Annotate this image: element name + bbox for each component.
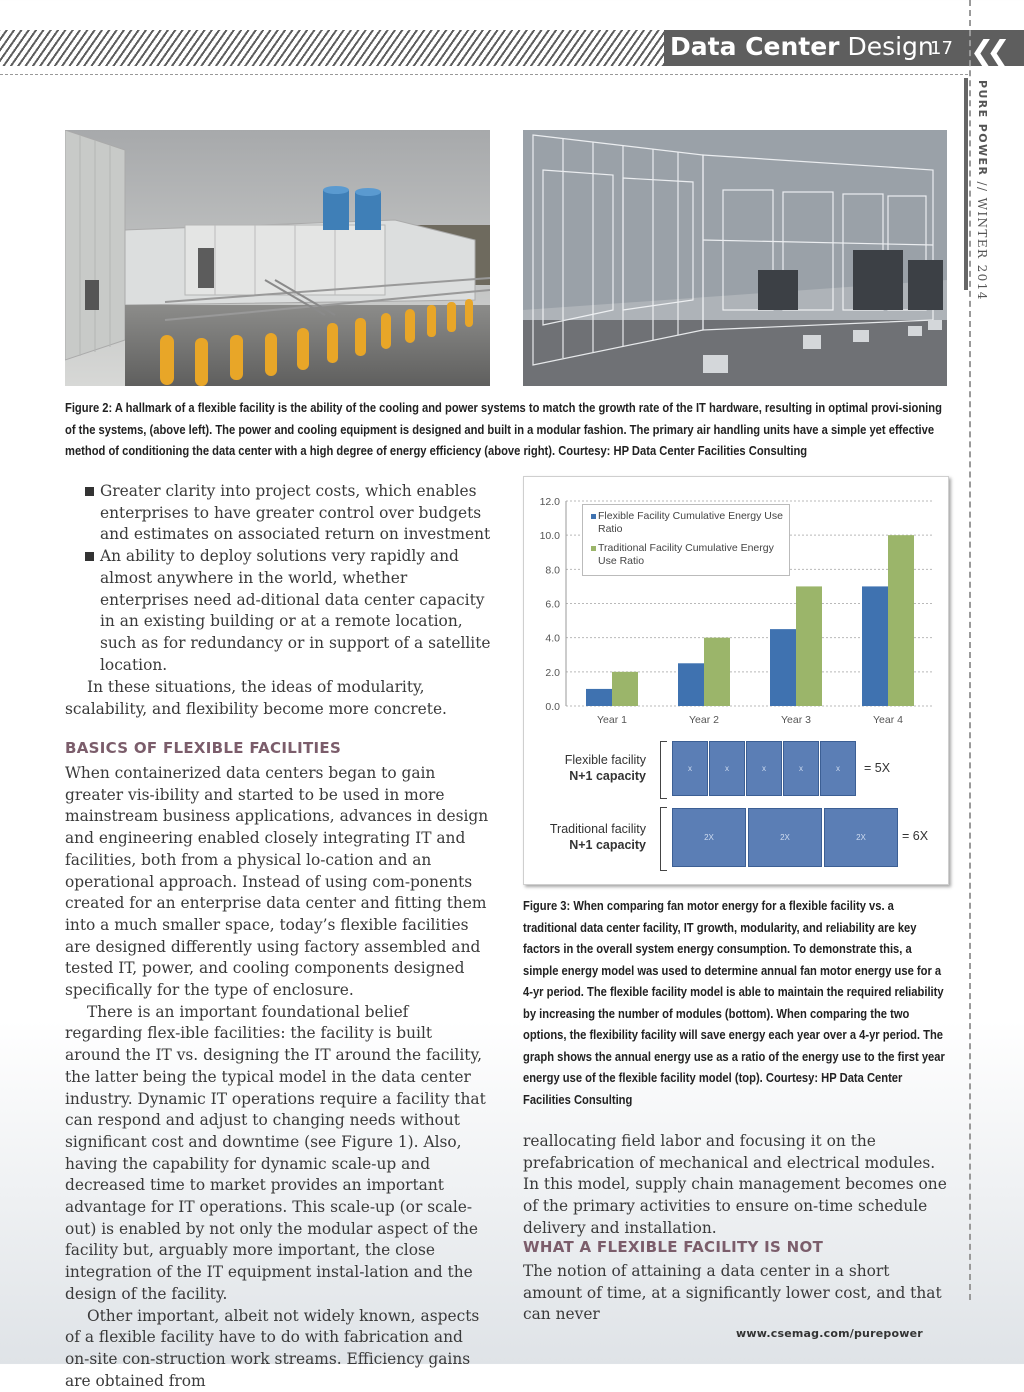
legend-item-traditional bbox=[591, 542, 788, 568]
side-running-title bbox=[975, 80, 989, 301]
figure-2-caption: Figure 2: A hallmark of a flexible facility is the ability of the cooling and power systems to match the growth rate of the IT hardware, resulting in optimal provi-sioning of the systems, (above left). The power and cooling equipment is designed and built in a modular fashion. The primary air handling units have a simple yet effective method of conditioning the data center with a high degree of energy efficiency (above right). Courtesy: HP Data Center Facilities Consulting bbox=[65, 400, 942, 458]
bar-traditional bbox=[704, 638, 730, 706]
legend-label-flexible: Flexible Facility Cumulative Energy Use Ratio bbox=[598, 510, 783, 535]
flexible-facility-label bbox=[544, 752, 646, 784]
flexible-module: x bbox=[672, 741, 708, 796]
legend-label-traditional: Traditional Facility Cumulative Energy Use Ratio bbox=[598, 542, 774, 567]
section-title-bold: Data Center bbox=[670, 32, 840, 61]
paragraph: When containerized data centers began to gain greater vis-ibility and started to be used in more mainstream business applications, advances in design and engineering enabled closely integrating IT and facilities, both from a physical lo-cation and an operational approach. Instead of using com-ponents created for an enterprise data center and fitting them into a much smaller space, today’s flexible facilities are designed differently using factory assembled and tested IT, power, and cooling components designed specifically for the type of enclosure. bbox=[65, 764, 489, 1000]
traditional-module: 2X bbox=[748, 808, 822, 867]
flexible-bracket bbox=[660, 741, 667, 799]
y-tick-label: 8.0 bbox=[545, 564, 560, 577]
x-tick-label: Year 2 bbox=[689, 714, 719, 726]
flexible-module: x bbox=[783, 741, 819, 796]
y-tick-label: 10.0 bbox=[539, 530, 560, 543]
bar-traditional bbox=[796, 586, 822, 706]
footer-url: www.csemag.com/purepower bbox=[736, 1327, 923, 1340]
x-tick-label: Year 4 bbox=[873, 714, 903, 726]
double-chevron-left-icon[interactable]: ❮❮ bbox=[970, 34, 1003, 68]
y-tick-label: 4.0 bbox=[545, 632, 560, 645]
figure-3-panel bbox=[523, 476, 949, 885]
page-number: 17 bbox=[930, 38, 953, 59]
header-hatch-band bbox=[0, 30, 664, 66]
y-tick-label: 12.0 bbox=[539, 496, 560, 508]
x-tick-label: Year 1 bbox=[597, 714, 627, 726]
traditional-facility-label bbox=[526, 821, 646, 853]
traditional-bracket bbox=[660, 807, 667, 871]
bullet-text: Greater clarity into project costs, which enables enterprises to have greater control over budgets and estimates on associated return on investment bbox=[100, 482, 491, 544]
paragraph-situations: In these situations, the ideas of modularity, scalability, and flexibility become more concrete. bbox=[65, 678, 447, 718]
bar-traditional bbox=[888, 535, 914, 706]
bar-flexible bbox=[586, 689, 612, 706]
paragraph: There is an important foundational belief regarding flex-ible facilities: the facility is built around the IT vs. designing the IT around the facility, the latter being the typical model in the data center industry. Dynamic IT operations require a facility that can respond and adjust to changing needs without significant cost and downtime (see Figure 1). Also, having the capability for dynamic scale-up and decreased time to market provides an important advantage for IT operations. This scale-up (or scale-out) is enabled by not only the modular aspect of the facility but, arguably more important, the close integration of the IT equipment instal-lation and the design of the facility. bbox=[65, 1002, 486, 1303]
section-title bbox=[670, 32, 934, 61]
header-divider bbox=[0, 74, 968, 75]
legend-swatch-traditional bbox=[591, 546, 596, 551]
flexible-facility-title: Flexible facility bbox=[564, 753, 646, 767]
bullet-text: An ability to deploy solutions very rapidly and almost anywhere in the world, whether enterprises need ad-ditional data center capacity in an existing building or at a remote location, such as for redundancy or in support of a satellite location. bbox=[100, 547, 491, 674]
flexible-capacity-text: N+1 capacity bbox=[569, 769, 646, 783]
paragraph: Other important, albeit not widely known, aspects of a flexible facility have to do with fabrication and on-site con-struction work streams. Efficiency gains are obtained from bbox=[65, 1306, 480, 1390]
traditional-capacity-label bbox=[526, 837, 646, 853]
flexible-module: x bbox=[746, 741, 782, 796]
x-tick-label: Year 3 bbox=[781, 714, 811, 726]
legend-swatch-flexible bbox=[591, 514, 596, 519]
y-tick-label: 2.0 bbox=[545, 666, 560, 679]
bar-flexible bbox=[678, 663, 704, 706]
side-issue: // WINTER 2014 bbox=[975, 176, 989, 301]
left-column-body bbox=[65, 763, 490, 1392]
chart-legend bbox=[582, 504, 790, 576]
bar-traditional bbox=[612, 672, 638, 706]
margin-divider bbox=[969, 0, 971, 1300]
bullet-square-icon bbox=[85, 552, 94, 561]
traditional-facility-title: Traditional facility bbox=[549, 822, 646, 836]
y-tick-label: 0.0 bbox=[545, 701, 560, 713]
photo-modular-equipment bbox=[65, 130, 490, 386]
flexible-total: = 5X bbox=[864, 761, 891, 775]
traditional-module: 2X bbox=[672, 808, 746, 867]
side-tab-marker bbox=[964, 78, 968, 290]
legend-item-flexible bbox=[591, 510, 788, 536]
side-publication: PURE POWER bbox=[976, 80, 989, 177]
bullet-square-icon bbox=[85, 487, 94, 496]
list-item bbox=[85, 481, 495, 546]
section-title-light: Design bbox=[847, 32, 934, 61]
traditional-total: = 6X bbox=[902, 829, 929, 843]
flexible-module: x bbox=[709, 741, 745, 796]
photo-wireframe-air-handlers bbox=[523, 130, 947, 386]
bullet-list bbox=[85, 481, 495, 676]
heading-basics-flexible-facilities: BASICS OF FLEXIBLE FACILITIES bbox=[65, 739, 342, 757]
heading-what-flexible-facility-is-not: WHAT A FLEXIBLE FACILITY IS NOT bbox=[523, 1238, 824, 1256]
y-tick-label: 6.0 bbox=[545, 598, 560, 611]
paragraph-notion: The notion of attaining a data center in a short amount of time, at a significantly lower cost, and that can never bbox=[523, 1262, 942, 1324]
bar-flexible bbox=[862, 586, 888, 706]
right-column-body: reallocating field labor and focusing it on the prefabrication of mechanical and electrical modules. In this model, supply chain management becomes one of the primary activities to ensure on-time schedule delivery and installation. bbox=[523, 1132, 947, 1237]
traditional-capacity-text: N+1 capacity bbox=[569, 838, 646, 852]
traditional-module: 2X bbox=[824, 808, 898, 867]
list-item bbox=[85, 546, 495, 676]
flexible-module: x bbox=[820, 741, 856, 796]
figure-3-caption: Figure 3: When comparing fan motor energy for a flexible facility vs. a traditional data center facility, IT growth, modularity, and reliability are key factors in the overall system energy consumption. To demonstrate this, a simple energy model was used to determine annual fan motor energy use for a 4-yr period. The flexible facility model is able to maintain the required reliability by increasing the number of modules (bottom). When comparing the two options, the flexibility facility will save energy each year over a 4-yr period. The graph shows the annual energy use as a ratio of the energy use to the first year energy use of the flexible facility model (top). Courtesy: HP Data Center Facilities Consulting bbox=[523, 898, 945, 1107]
flexible-capacity-label bbox=[544, 768, 646, 784]
bar-flexible bbox=[770, 629, 796, 706]
